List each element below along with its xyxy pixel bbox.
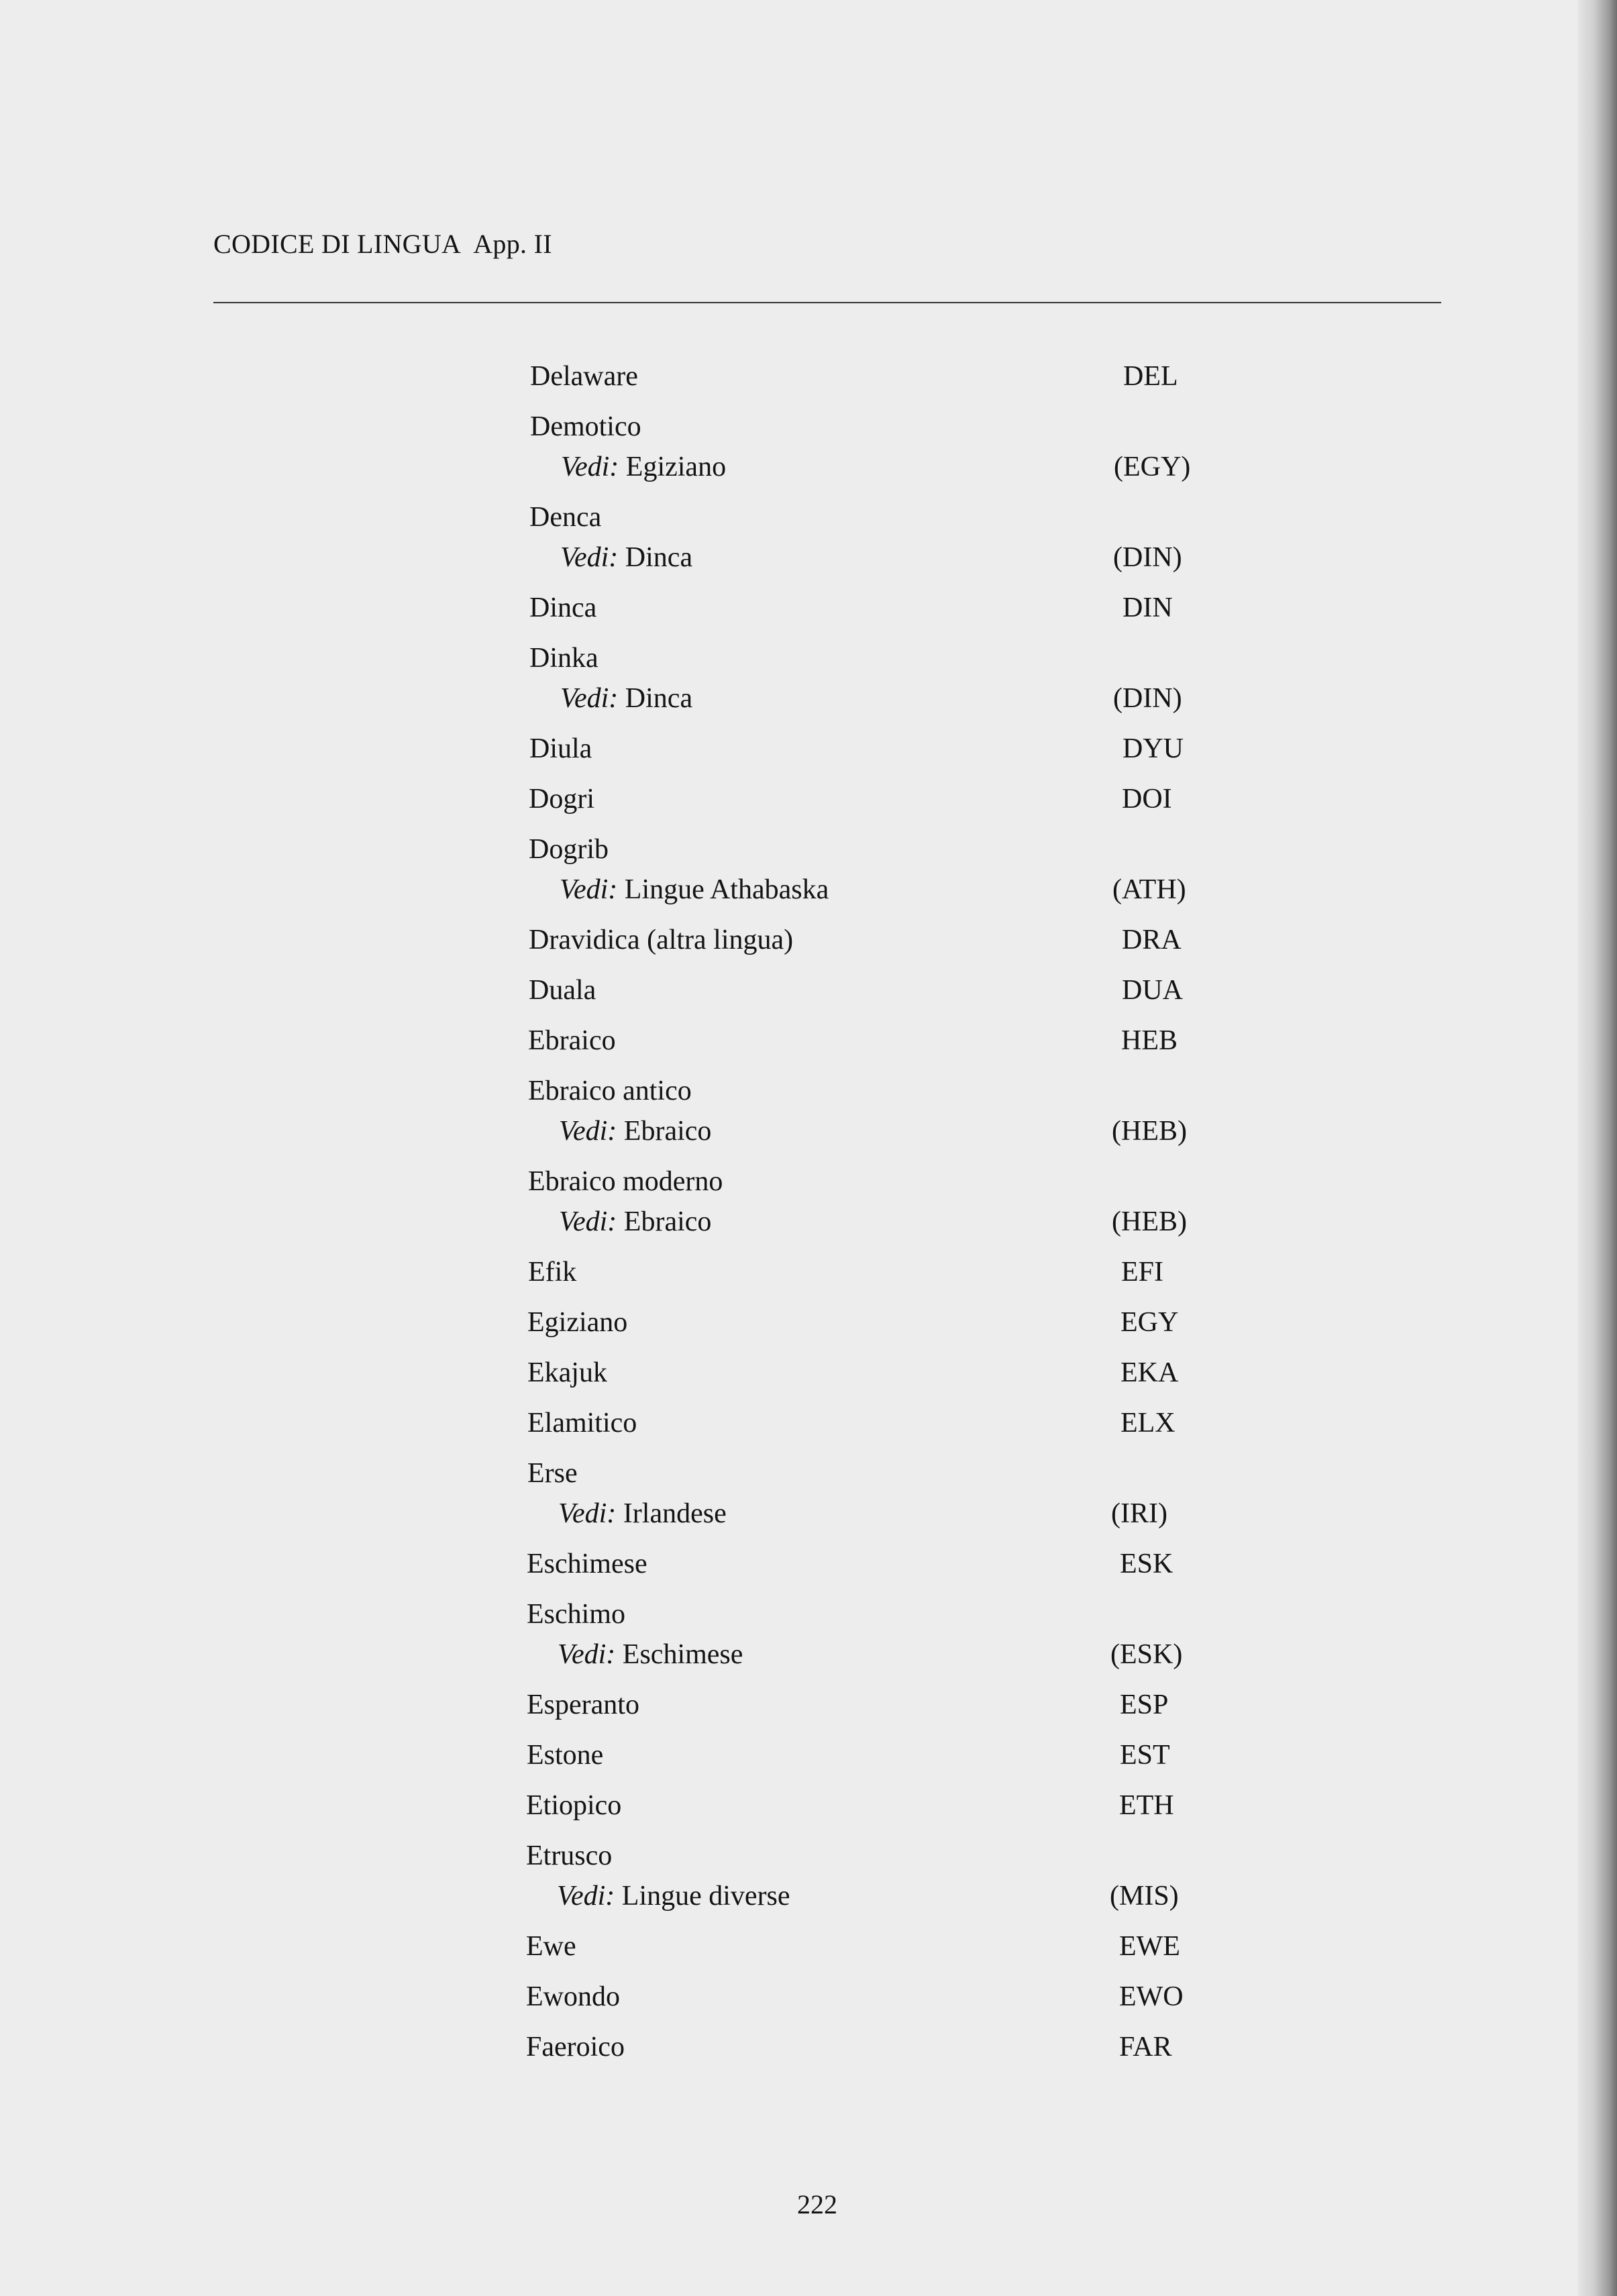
vedi-target-text: Eschimese [615, 1639, 743, 1670]
vedi-target-text: Lingue Athabaska [617, 874, 829, 905]
vedi-label: Vedi: [561, 452, 619, 482]
language-name: Etrusco [526, 1840, 613, 1871]
language-entry-row [0, 406, 1617, 448]
language-name: Ebraico antico [528, 1076, 692, 1106]
language-entry-row [0, 970, 1617, 1011]
language-code: DOI [1122, 784, 1172, 815]
language-entry-row [0, 728, 1617, 770]
language-entry-row [0, 1684, 1617, 1726]
language-name: Demotico [530, 411, 641, 442]
cross-reference-target [558, 1493, 727, 1534]
vedi-label: Vedi: [560, 683, 619, 714]
language-name: Efik [528, 1257, 577, 1288]
cross-reference-row [0, 537, 1617, 578]
header-section-title: CODICE DI LINGUA [213, 229, 462, 259]
language-entry-row [0, 1402, 1617, 1444]
vedi-label: Vedi: [558, 1498, 617, 1529]
language-entry-row [0, 637, 1617, 679]
referenced-code: (HEB) [1112, 1116, 1187, 1147]
language-name: Dogri [529, 784, 594, 815]
vedi-label: Vedi: [557, 1881, 615, 1912]
language-name: Ebraico moderno [528, 1166, 723, 1197]
cross-reference-row [0, 1201, 1617, 1243]
language-entry-row [0, 1352, 1617, 1394]
language-name: Duala [529, 975, 596, 1006]
language-code: FAR [1119, 2032, 1172, 2063]
vedi-target-text: Dinca [618, 542, 693, 573]
language-name: Dinka [529, 643, 598, 674]
language-entry-row [0, 1161, 1617, 1202]
cross-reference-row [0, 446, 1617, 488]
language-entry-row [0, 497, 1617, 538]
cross-reference-target [557, 1875, 790, 1917]
language-entry-row [0, 1020, 1617, 1061]
language-code: DRA [1122, 925, 1182, 955]
language-entry-row [0, 356, 1617, 397]
cross-reference-row [0, 869, 1617, 910]
language-entry-row [0, 1453, 1617, 1494]
language-name: Elamitico [527, 1408, 637, 1439]
header-appendix: App. II [473, 229, 552, 259]
language-name: Denca [529, 502, 602, 533]
language-code: DYU [1123, 733, 1184, 764]
cross-reference-target [560, 537, 692, 578]
vedi-target-text: Ebraico [617, 1116, 712, 1147]
language-name: Erse [527, 1458, 578, 1489]
language-code: DUA [1122, 975, 1183, 1006]
language-name: Estone [527, 1740, 604, 1771]
vedi-label: Vedi: [560, 542, 619, 573]
cross-reference-target [561, 446, 726, 488]
language-entry-row [0, 2026, 1617, 2068]
language-name: Dogrib [529, 834, 609, 865]
cross-reference-target [559, 1110, 711, 1152]
language-code: ELX [1120, 1408, 1176, 1439]
language-name: Ewe [526, 1931, 576, 1962]
language-code: EST [1120, 1740, 1170, 1771]
vedi-target-text: Lingue diverse [615, 1881, 790, 1912]
language-entry-row [0, 1251, 1617, 1293]
language-name: Faeroico [526, 2032, 625, 2063]
language-name: Eschimo [527, 1599, 625, 1630]
language-entry-row [0, 1835, 1617, 1877]
referenced-code: (ESK) [1110, 1639, 1183, 1670]
language-name: Eschimese [527, 1549, 647, 1579]
language-code: HEB [1121, 1025, 1178, 1056]
page-number: 222 [797, 2189, 837, 2220]
language-entry-row [0, 829, 1617, 870]
language-entry-row [0, 1302, 1617, 1343]
vedi-target-text: Irlandese [616, 1498, 727, 1529]
language-code: EGY [1120, 1307, 1179, 1338]
language-entry-row [0, 1926, 1617, 1967]
language-name: Diula [529, 733, 592, 764]
language-code: EWO [1119, 1981, 1184, 2012]
cross-reference-row [0, 1875, 1617, 1917]
language-code: ESP [1120, 1689, 1169, 1720]
referenced-code: (DIN) [1113, 542, 1182, 573]
language-entry-row [0, 1594, 1617, 1635]
language-entry-row [0, 1070, 1617, 1112]
language-name: Egiziano [527, 1307, 628, 1338]
referenced-code: (MIS) [1110, 1881, 1179, 1912]
vedi-label: Vedi: [559, 1206, 617, 1237]
vedi-label: Vedi: [559, 1116, 617, 1147]
language-code: ETH [1119, 1790, 1174, 1821]
language-name: Etiopico [526, 1790, 622, 1821]
language-entry-row [0, 919, 1617, 961]
vedi-label: Vedi: [558, 1639, 616, 1670]
language-name: Ebraico [528, 1025, 616, 1056]
language-code: DIN [1123, 592, 1173, 623]
language-entry-row [0, 778, 1617, 820]
language-entry-row [0, 1785, 1617, 1826]
referenced-code: (HEB) [1112, 1206, 1187, 1237]
language-name: Delaware [530, 361, 638, 392]
language-code: EWE [1119, 1931, 1180, 1962]
language-code: EKA [1120, 1357, 1179, 1388]
referenced-code: (EGY) [1114, 452, 1191, 482]
cross-reference-target [560, 869, 829, 910]
language-code: ESK [1120, 1549, 1173, 1579]
cross-reference-row [0, 1634, 1617, 1675]
cross-reference-row [0, 1493, 1617, 1534]
referenced-code: (IRI) [1111, 1498, 1167, 1529]
cross-reference-target [558, 1634, 743, 1675]
language-entry-row [0, 1543, 1617, 1585]
vedi-label: Vedi: [560, 874, 618, 905]
language-name: Esperanto [527, 1689, 639, 1720]
language-entry-row [0, 1734, 1617, 1776]
cross-reference-target [559, 1201, 711, 1243]
referenced-code: (DIN) [1113, 683, 1182, 714]
language-code: DEL [1123, 361, 1178, 392]
language-name: Ewondo [526, 1981, 620, 2012]
vedi-target-text: Ebraico [617, 1206, 712, 1237]
cross-reference-row [0, 678, 1617, 719]
language-entry-row [0, 587, 1617, 629]
language-entry-row [0, 1976, 1617, 2018]
language-name: Ekajuk [527, 1357, 607, 1388]
vedi-target-text: Dinca [618, 683, 693, 714]
cross-reference-row [0, 1110, 1617, 1152]
cross-reference-target [560, 678, 692, 719]
language-name: Dinca [529, 592, 597, 623]
referenced-code: (ATH) [1112, 874, 1186, 905]
vedi-target-text: Egiziano [619, 452, 727, 482]
language-code: EFI [1121, 1257, 1163, 1288]
language-name: Dravidica (altra lingua) [529, 925, 794, 955]
